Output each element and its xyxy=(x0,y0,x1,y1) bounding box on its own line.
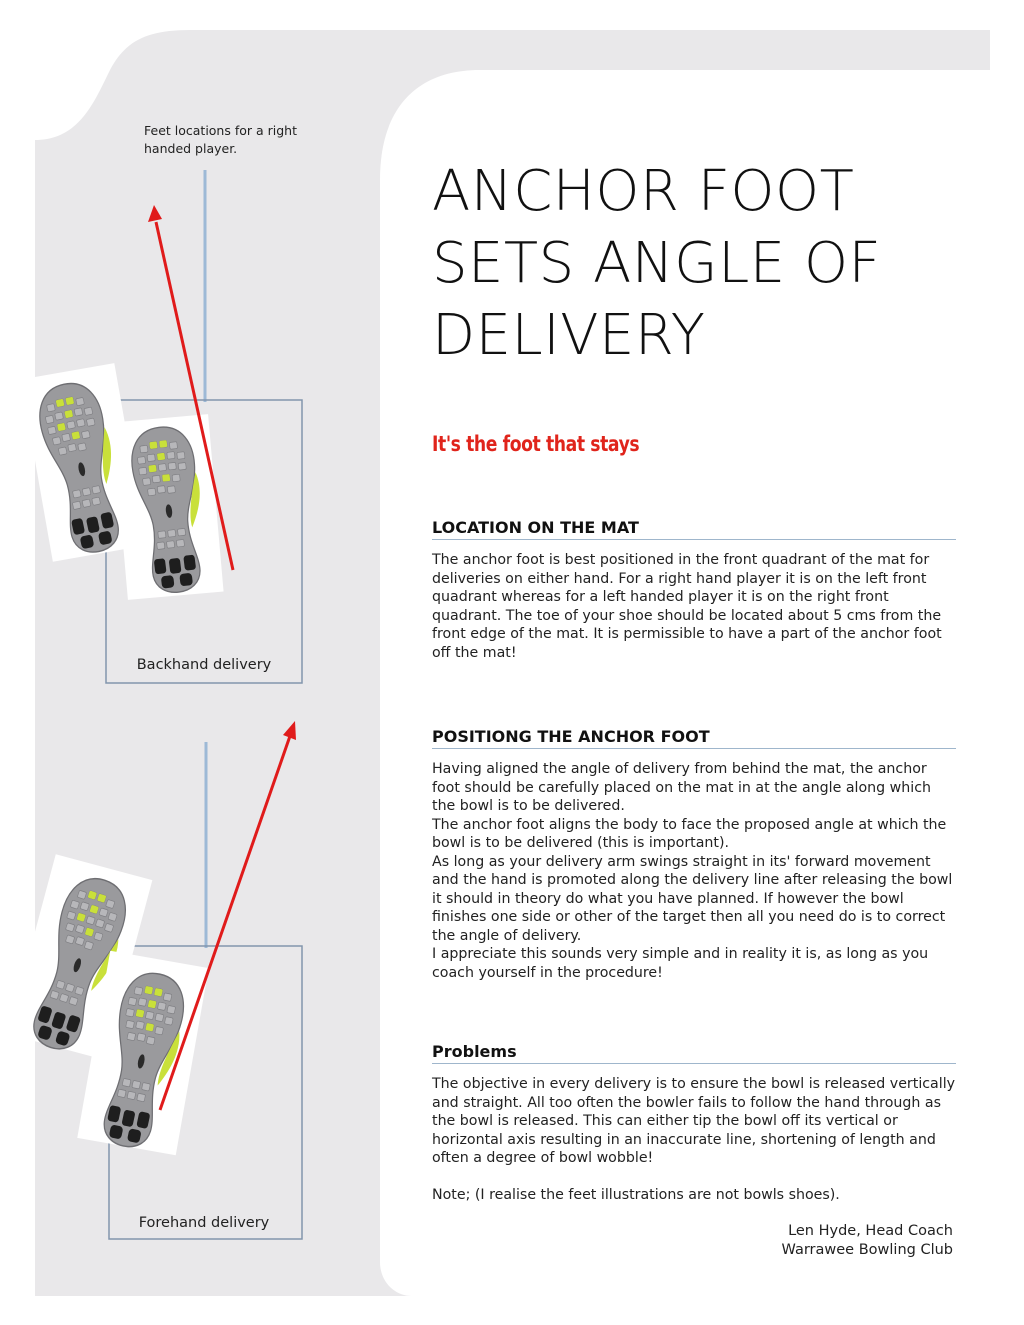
section-heading: LOCATION ON THE MAT xyxy=(432,518,956,540)
section-body xyxy=(432,760,956,982)
section-body xyxy=(432,1075,956,1205)
tagline: It's the foot that stays xyxy=(432,432,640,456)
forehand-delivery-label: Forehand delivery xyxy=(138,1215,270,1231)
paragraph: As long as your delivery arm swings straight in its' forward movement and the hand is promoted along the delivery line after releasing the bowl it should in theory do what you have planned. If however the bowl finishes one side or other of the target then all you need do is to correct the angle of delivery. xyxy=(432,853,953,944)
feet-locations-note: Feet locations for a right handed player. xyxy=(144,123,298,156)
paragraph: Having aligned the angle of delivery from behind the mat, the anchor foot should be carefully placed on the mat in at the angle along which the bowl is to be delivered. xyxy=(432,761,931,814)
paragraph: The anchor foot aligns the body to face the proposed angle at which the bowl is to be delivered (this is important). xyxy=(432,816,947,851)
signature xyxy=(782,1222,953,1260)
section-body xyxy=(432,551,956,662)
paragraph: The objective in every delivery is to ensure the bowl is released vertically and straight. All too often the bowler fails to follow the hand through as the bowl is released. This can either tip the bowl off its vertical or horizontal axis resulting in an inaccurate line, shortening of length and often a degree of bowl wobble! xyxy=(432,1076,956,1166)
section-heading: POSITIONG THE ANCHOR FOOT xyxy=(432,727,956,749)
shoe-sole-icon xyxy=(112,414,223,600)
section-location-on-the-mat xyxy=(432,518,956,662)
signature-name: Len Hyde, Head Coach xyxy=(788,1223,953,1239)
paragraph: The anchor foot is best positioned in the front quadrant of the mat for deliveries on either hand. For a right hand player it is on the left front quadrant whereas for a left handed player it is on the right front quadrant. The toe of your shoe should be located about 5 cms from the front edge of the mat. It is permissible to have a part of the anchor foot off the mat! xyxy=(432,552,942,661)
section-problems xyxy=(432,1042,956,1205)
page-title: ANCHOR FOOT SETS ANGLE OF DELIVERY xyxy=(432,159,882,368)
note-paragraph: Note; (I realise the feet illustrations are not bowls shoes). xyxy=(432,1187,840,1203)
signature-club: Warrawee Bowling Club xyxy=(781,1242,953,1258)
paragraph-spacer xyxy=(432,1168,956,1187)
backhand-delivery-label: Backhand delivery xyxy=(136,657,272,673)
section-positioning-anchor-foot xyxy=(432,727,956,982)
section-heading: Problems xyxy=(432,1042,956,1064)
paragraph: I appreciate this sounds very simple and in reality it is, as long as you coach yourself in the procedure! xyxy=(432,946,929,981)
